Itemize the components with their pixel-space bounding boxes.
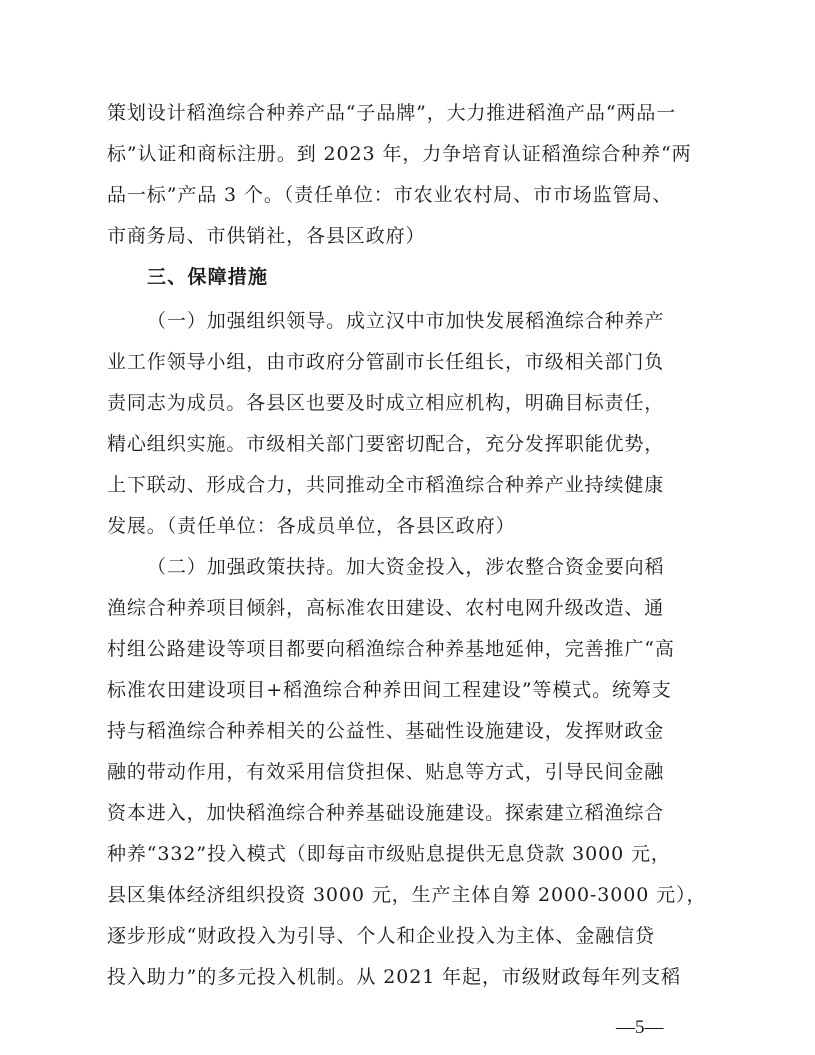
body-text-line: 标准农田建设项目+稻渔综合种养田间工程建设”等模式。统筹支: [107, 679, 672, 701]
body-text-line: （一）加强组织领导。成立汉中市加快发展稻渔综合种养产: [147, 310, 665, 332]
body-text-line: 资本进入，加快稻渔综合种养基础设施建设。探索建立稻渔综合: [107, 802, 665, 824]
body-text-line: 种养“332”投入模式（即每亩市级贴息提供无息贷款 3000 元，: [107, 843, 671, 865]
body-text-line: 策划设计稻渔综合种养产品“子品牌”，大力推进稻渔产品“两品一: [107, 102, 677, 124]
body-text-line: 市商务局、市供销社，各县区政府）: [107, 225, 426, 247]
body-text-line: 品一标”产品 3 个。（责任单位：市农业农村局、市市场监管局、: [107, 184, 673, 206]
body-text-line: 发展。（责任单位：各成员单位，各县区政府）: [107, 515, 516, 537]
body-text-line: 精心组织实施。市级相关部门要密切配合，充分发挥职能优势，: [107, 433, 665, 455]
body-text-line: 投入助力”的多元投入机制。从 2021 年起，市级财政每年列支稻: [107, 966, 681, 988]
page-number: —5—: [616, 1017, 664, 1038]
body-text-line: 融的带动作用，有效采用信贷担保、贴息等方式，引导民间金融: [107, 761, 665, 783]
body-text-line: 持与稻渔综合种养相关的公益性、基础性设施建设，发挥财政金: [107, 720, 665, 742]
body-text-line: 渔综合种养项目倾斜，高标准农田建设、农村电网升级改造、通: [107, 597, 665, 619]
body-text-line: 业工作领导小组，由市政府分管副市长任组长，市级相关部门负: [107, 351, 665, 373]
body-text-line: 标”认证和商标注册。到 2023 年，力争培育认证稻渔综合种养“两: [107, 143, 692, 165]
body-text-line: 村组公路建设等项目都要向稻渔综合种养基地延伸，完善推广“高: [107, 638, 675, 660]
body-text-line: 上下联动、形成合力，共同推动全市稻渔综合种养产业持续健康: [107, 474, 665, 496]
body-text-line: 责同志为成员。各县区也要及时成立相应机构，明确目标责任，: [107, 392, 665, 414]
body-text-line: 县区集体经济组织投资 3000 元，生产主体自筹 2000-3000 元），: [107, 884, 707, 906]
body-text-line: （二）加强政策扶持。加大资金投入，涉农整合资金要向稻: [147, 556, 665, 578]
section-heading: 三、保障措施: [147, 266, 269, 288]
body-text-line: 逐步形成“财政投入为引导、个人和企业投入为主体、金融信贷: [107, 925, 655, 947]
